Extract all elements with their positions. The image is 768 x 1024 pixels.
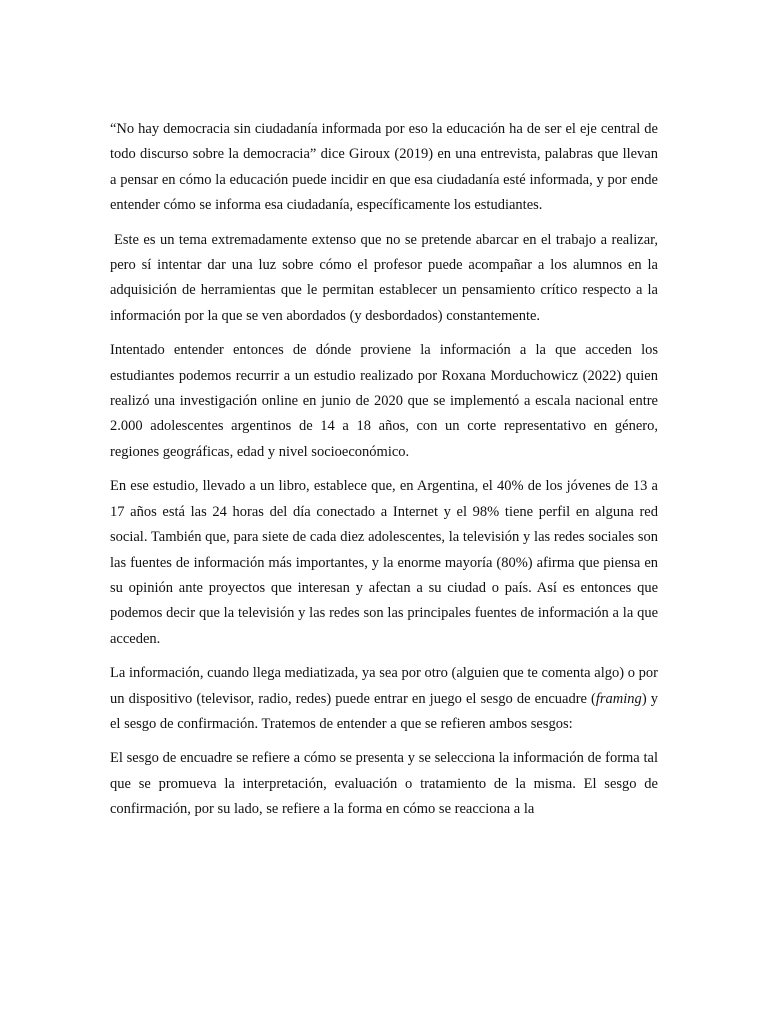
paragraph-topic-scope: Este es un tema extremadamente extenso que no se pretende abarcar en el trabajo a realizar, pero sí intentar dar una luz sobre cómo el profesor puede acompañar a los alumnos en la adquisición de herramientas que le permitan establecer un pensamiento crítico respecto a la información por la que se ven abordados (y desbordados) constantemente.	[110, 231, 658, 324]
paragraph-biases-intro	[110, 661, 658, 737]
biases-intro-text-after: ) y el sesgo de confirmación. Tratemos de entender a que se refieren ambos sesgos:	[110, 690, 658, 732]
document-page	[110, 117, 658, 832]
paragraph-morduchowicz-study: Intentado entender entonces de dónde proviene la información a la que acceden los estudiantes podemos recurrir a un estudio realizado por Roxana Morduchowicz (2022) quien realizó una investigación online en junio de 2020 que se implementó a escala nacional entre 2.000 adolescentes argentinos de 14 a 18 años, con un corte representativo en género, regiones geográficas, edad y nivel socioeconómico.	[110, 342, 658, 460]
paragraph-bias-definitions: El sesgo de encuadre se refiere a cómo se presenta y se selecciona la información de forma tal que se promueva la interpretación, evaluación o tratamiento de la misma. El sesgo de confirmación, por su lado, se refiere a la forma en cómo se reacciona a la	[110, 750, 658, 818]
paragraph-study-findings: En ese estudio, llevado a un libro, establece que, en Argentina, el 40% de los jóvenes de 13 a 17 años está las 24 horas del día conectado a Internet y el 98% tiene perfil en alguna red social. También que, para siete de cada diez adolescentes, la televisión y las redes sociales son las fuentes de información más importantes, y la enorme mayoría (80%) afirma que piensa en su opinión ante proyectos que interesan y afectan a su ciudad o país. Así es entonces que podemos decir que la televisión y las redes son las principales fuentes de información a la que acceden.	[110, 478, 658, 647]
paragraph-giroux-quote: “No hay democracia sin ciudadanía informada por eso la educación ha de ser el eje central de todo discurso sobre la democracia” dice Giroux (2019) en una entrevista, palabras que llevan a pensar en cómo la educación puede incidir en que esa ciudadanía esté informada, y por ende entender cómo se informa esa ciudadanía, específicamente los estudiantes.	[110, 121, 658, 214]
biases-intro-text-before: La información, cuando llega mediatizada, ya sea por otro (alguien que te comenta algo) o por un dispositivo (televisor, radio, redes) puede entrar en juego el sesgo de encuadre (	[110, 665, 658, 707]
framing-term: framing	[595, 690, 642, 707]
